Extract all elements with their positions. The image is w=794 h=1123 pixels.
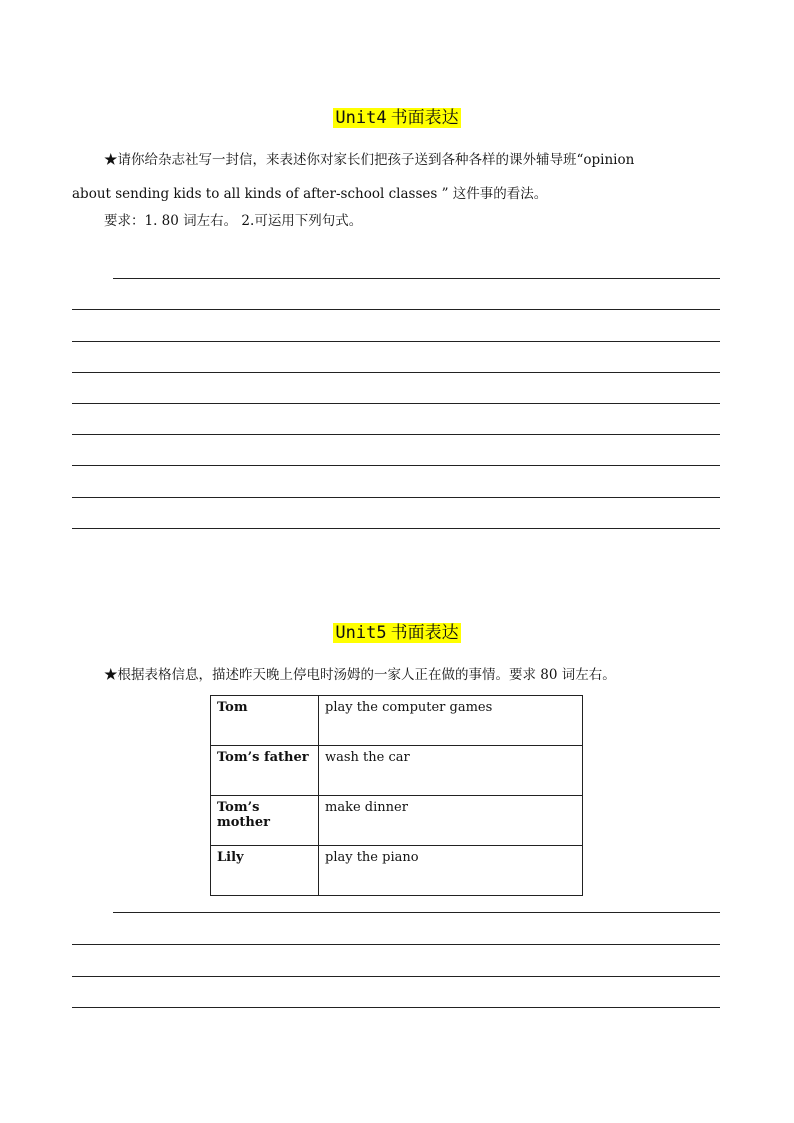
- table-row: [211, 696, 583, 746]
- table-cell-name: Tom’s mother: [211, 796, 319, 846]
- writing-line: [72, 465, 720, 466]
- table-row: [211, 746, 583, 796]
- table-cell-activity: play the computer games: [319, 696, 583, 746]
- unit4-instruction-line1: ★请你给杂志社写一封信，来表述你对家长们把孩子送到各种各样的课外辅导班“opinion: [104, 152, 635, 168]
- table-cell-activity: play the piano: [319, 846, 583, 896]
- unit4-requirement: 要求：1. 80 词左右。 2.可运用下列句式。: [104, 213, 363, 229]
- table-cell-name: Tom’s father: [211, 746, 319, 796]
- table-row: [211, 796, 583, 846]
- writing-line: [72, 1007, 720, 1008]
- unit4-title-unit: Unit4: [335, 108, 387, 128]
- unit5-instruction: ★根据表格信息，描述昨天晚上停电时汤姆的一家人正在做的事情。要求 80 词左右。: [104, 667, 616, 683]
- unit5-title-cn: 书面表达: [390, 623, 459, 643]
- unit5-title: [0, 622, 794, 644]
- writing-line: [72, 403, 720, 404]
- table-cell-name: Lily: [211, 846, 319, 896]
- writing-line: [72, 497, 720, 498]
- table-cell-activity: wash the car: [319, 746, 583, 796]
- writing-line: [72, 434, 720, 435]
- writing-line: [113, 278, 720, 279]
- writing-line: [72, 341, 720, 342]
- table-cell-name: Tom: [211, 696, 319, 746]
- unit4-title-cn: 书面表达: [390, 108, 459, 128]
- unit4-title: [0, 107, 794, 129]
- table-cell-activity: make dinner: [319, 796, 583, 846]
- unit4-instruction-line2: about sending kids to all kinds of after-school classes ” 这件事的看法。: [72, 186, 548, 202]
- writing-line: [72, 309, 720, 310]
- writing-line: [72, 944, 720, 945]
- writing-line: [113, 912, 720, 913]
- writing-line: [72, 372, 720, 373]
- family-activity-table: [210, 695, 583, 896]
- table-row: [211, 846, 583, 896]
- writing-line: [72, 976, 720, 977]
- writing-line: [72, 528, 720, 529]
- unit5-title-unit: Unit5: [335, 623, 387, 643]
